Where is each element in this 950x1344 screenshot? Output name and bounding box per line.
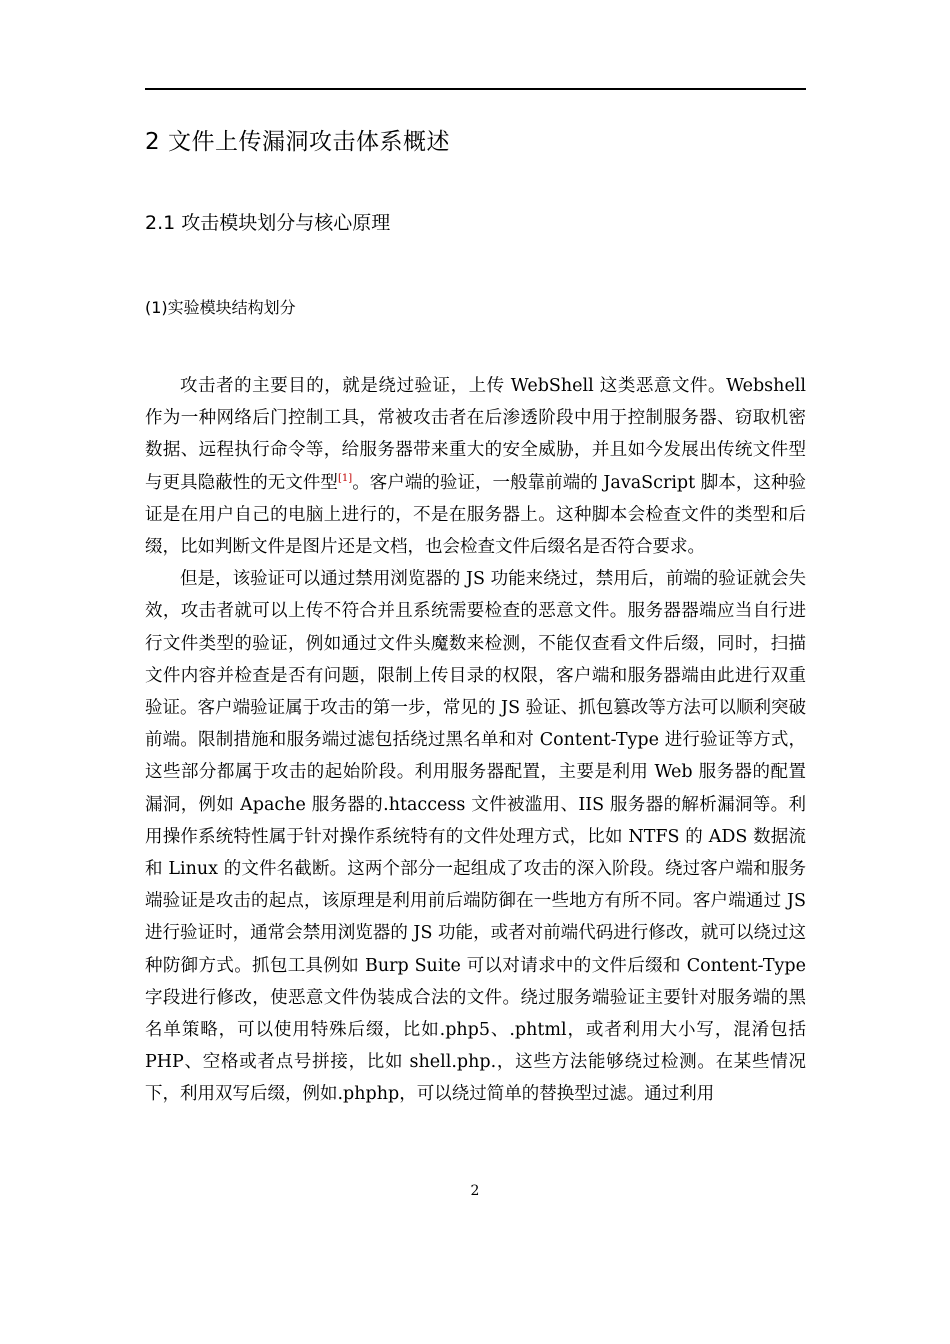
paragraph-1-text-b: 。客户端的验证，一般靠前端的 JavaScript 脚本，这种验证是在用户自己的电脑上进行的，不是在服务器上。这种脚本会检查文件的类型和后缀，比如判断文件是图片还是文档，也会检查文件后缀名是否符合要求。: [145, 472, 806, 558]
body-text: [145, 370, 806, 1111]
page-number: 2: [470, 1183, 480, 1199]
header-rule: [145, 88, 806, 90]
subsection-title: (1)实验模块结构划分: [145, 298, 296, 317]
paragraph-1: [145, 370, 806, 563]
chapter-title: 2 文件上传漏洞攻击体系概述: [145, 129, 450, 155]
paragraph-1-text-a: 攻击者的主要目的，就是绕过验证，上传 WebShell 这类恶意文件。Webshell 作为一种网络后门控制工具，常被攻击者在后渗透阶段中用于控制服务器、窃取机密数据、远程执行命令等，给服务器带来重大的安全威胁，并且如今发展出传统文件型与更具隐蔽性的无文件型: [145, 376, 806, 493]
citation-marker[interactable]: [1]: [337, 472, 353, 484]
section-title: 2.1 攻击模块划分与核心原理: [145, 212, 391, 234]
paragraph-2: 但是，该验证可以通过禁用浏览器的 JS 功能来绕过，禁用后，前端的验证就会失效，攻击者就可以上传不符合并且系统需要检查的恶意文件。服务器器端应当自行进行文件类型的验证，例如通过文件头魔数来检测，不能仅查看文件后缀，同时，扫描文件内容并检查是否有问题，限制上传目录的权限，客户端和服务器端由此进行双重验证。客户端验证属于攻击的第一步，常见的 JS 验证、抓包篡改等方法可以顺利突破前端。限制措施和服务端过滤包括绕过黑名单和对 Content-Type 进行验证等方式，这些部分都属于攻击的起始阶段。利用服务器配置，主要是利用 Web 服务器的配置漏洞，例如 Apache 服务器的.htaccess 文件被滥用、IIS 服务器的解析漏洞等。利用操作系统特性属于针对操作系统特有的文件处理方式，比如 NTFS 的 ADS 数据流和 Linux 的文件名截断。这两个部分一起组成了攻击的深入阶段。绕过客户端和服务端验证是攻击的起点，该原理是利用前后端防御在一些地方有所不同。客户端通过 JS 进行验证时，通常会禁用浏览器的 JS 功能，或者对前端代码进行修改，就可以绕过这种防御方式。抓包工具例如 Burp Suite 可以对请求中的文件后缀和 Content-Type 字段进行修改，使恶意文件伪装成合法的文件。绕过服务端验证主要针对服务端的黑名单策略，可以使用特殊后缀，比如.php5、.phtml，或者利用大小写，混淆包括 PHP、空格或者点号拼接，比如 shell.php.，这些方法能够绕过检测。在某些情况下，利用双写后缀，例如.phphp，可以绕过简单的替换型过滤。通过利用: [145, 569, 806, 1105]
